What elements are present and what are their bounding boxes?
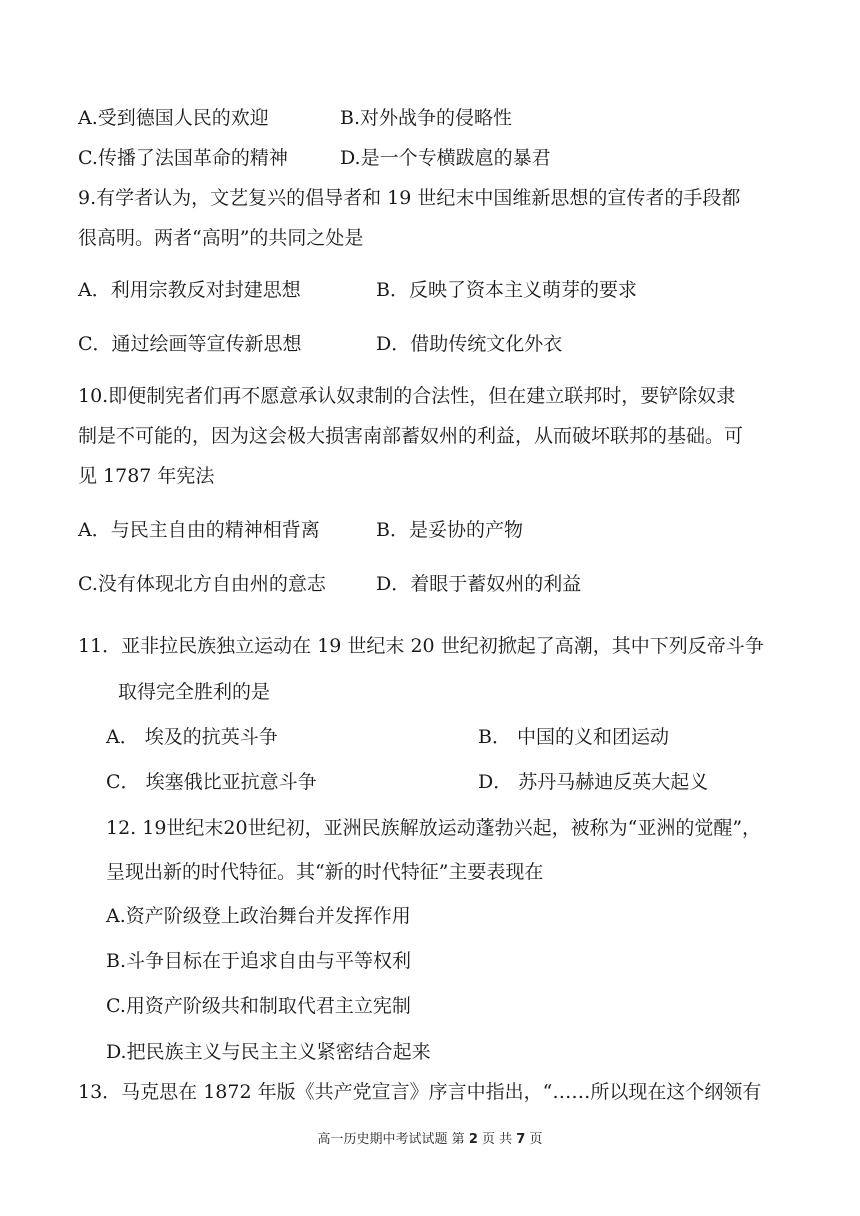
q11-stem-line-1: 11．亚非拉民族独立运动在 19 世纪末 20 世纪初掀起了高潮，其中下列反帝斗争 [78,635,764,657]
q11-option-b: B． 中国的义和团运动 [478,726,670,748]
q10-option-b: B．是妥协的产物 [376,519,523,541]
q9-option-d: D．借助传统文化外衣 [376,333,563,355]
q10-stem-line-1: 10.即便制宪者们再不愿意承认奴隶制的合法性，但在建立联邦时，要铲除奴隶 [78,385,736,407]
footer-page-number: 2 [468,1132,478,1147]
footer-suffix: 页 [525,1132,543,1147]
q12-option-a: A.资产阶级登上政治舞台并发挥作用 [106,905,411,927]
q9-stem-line-2: 很高明。两者“高明”的共同之处是 [78,227,364,249]
page-footer [0,1128,860,1147]
q12-option-c: C.用资产阶级共和制取代君主立宪制 [106,995,411,1017]
q11-option-c: C． 埃塞俄比亚抗意斗争 [106,771,317,793]
q8-option-c: C.传播了法国革命的精神 [78,147,288,169]
q11-option-a: A． 埃及的抗英斗争 [106,726,278,748]
q12-stem-line-2: 呈现出新的时代特征。其“新的时代特征”主要表现在 [106,861,544,883]
q12-stem-line-1: 12. 19世纪末20世纪初，亚洲民族解放运动蓬勃兴起，被称为“亚洲的觉醒”， [106,817,762,839]
q10-option-a: A．与民主自由的精神相背离 [78,519,320,541]
q9-stem-line-1: 9.有学者认为，文艺复兴的倡导者和 19 世纪末中国维新思想的宣传者的手段都 [78,187,741,209]
q9-option-b: B．反映了资本主义萌芽的要求 [376,279,637,301]
q10-option-c: C.没有体现北方自由州的意志 [78,573,326,595]
q9-option-c: C．通过绘画等宣传新思想 [78,333,302,355]
footer-prefix: 高一历史期中考试试题 第 [317,1132,469,1147]
q10-option-d: D．着眼于蓄奴州的利益 [376,573,582,595]
q11-stem-line-2: 取得完全胜利的是 [118,681,271,703]
footer-middle: 页 共 [477,1132,517,1147]
q11-option-d: D． 苏丹马赫迪反英大起义 [478,771,709,793]
q8-option-b: B.对外战争的侵略性 [340,107,513,129]
q12-option-d: D.把民族主义与民主主义紧密结合起来 [106,1041,431,1063]
q8-option-a: A.受到德国人民的欢迎 [78,107,269,129]
q10-stem-line-2: 制是不可能的，因为这会极大损害南部蓄奴州的利益，从而破坏联邦的基础。可 [78,425,744,447]
q13-stem-line-1: 13．马克思在 1872 年版《共产党宣言》序言中指出，“……所以现在这个纲领有 [78,1081,762,1103]
q9-option-a: A．利用宗教反对封建思想 [78,279,301,301]
q8-option-d: D.是一个专横跋扈的暴君 [340,147,551,169]
q10-stem-line-3: 见 1787 年宪法 [78,465,215,487]
footer-total-pages: 7 [516,1132,526,1147]
q12-option-b: B.斗争目标在于追求自由与平等权利 [106,950,412,972]
